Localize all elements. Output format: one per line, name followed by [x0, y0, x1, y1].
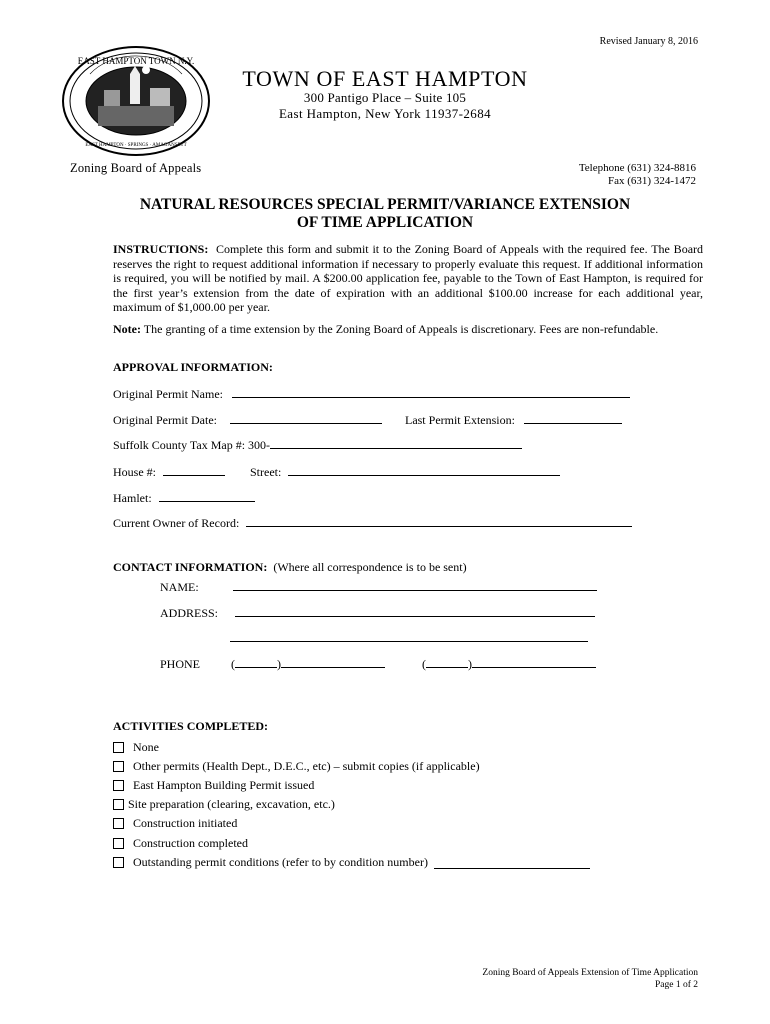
activity-site-preparation-label: Site preparation (clearing, excavation, etc.) [128, 797, 335, 811]
note-paragraph [113, 322, 703, 337]
activity-building-permit-label: East Hampton Building Permit issued [133, 778, 315, 792]
revised-date: Revised January 8, 2016 [599, 36, 698, 47]
hamlet-field[interactable] [159, 490, 255, 502]
approval-heading: APPROVAL INFORMATION: [113, 360, 273, 374]
contact-subheading: (Where all correspondence is to be sent) [273, 560, 467, 574]
activity-other-permits-label: Other permits (Health Dept., D.E.C., etc) – submit copies (if applicable) [133, 759, 480, 773]
original-permit-date-field[interactable] [230, 412, 382, 424]
activity-building-permit-checkbox[interactable] [113, 780, 124, 791]
current-owner-row [113, 515, 632, 531]
activity-outstanding-conditions [113, 855, 590, 870]
document-title [100, 196, 670, 232]
phone2-area-code-field[interactable] [426, 656, 468, 668]
svg-text:EAST HAMPTON · SPRINGS · AMAGA: EAST HAMPTON · SPRINGS · AMAGANSETT [85, 143, 187, 148]
phone1-number-field[interactable] [281, 656, 385, 668]
activity-construction-initiated-label: Construction initiated [133, 816, 238, 830]
contact-name-field[interactable] [233, 579, 597, 591]
activity-other-permits [113, 759, 480, 774]
note-label: Note: [113, 322, 141, 336]
activity-none [113, 740, 159, 755]
activity-building-permit [113, 778, 314, 793]
activity-construction-initiated-checkbox[interactable] [113, 818, 124, 829]
contact-name-row [160, 579, 597, 595]
street-label: Street: [250, 465, 282, 479]
original-permit-name-field[interactable] [232, 386, 630, 398]
activity-site-preparation-checkbox[interactable] [113, 799, 124, 810]
phone2-number-field[interactable] [472, 656, 596, 668]
phone2-open-paren: ( [422, 657, 426, 671]
last-permit-extension-field[interactable] [524, 412, 622, 424]
activity-none-label: None [133, 740, 159, 754]
activity-site-preparation [113, 797, 335, 812]
permit-date-row [113, 412, 622, 428]
activity-construction-initiated [113, 816, 237, 831]
contact-name-label: NAME: [160, 580, 199, 594]
activity-outstanding-conditions-field[interactable] [434, 857, 590, 869]
contact-address-row-2 [230, 630, 588, 646]
original-permit-date-label: Original Permit Date: [113, 413, 217, 427]
activity-outstanding-conditions-checkbox[interactable] [113, 857, 124, 868]
house-number-field[interactable] [163, 464, 225, 476]
activity-construction-completed [113, 836, 248, 851]
contact-heading: CONTACT INFORMATION: [113, 560, 268, 574]
page-footer [430, 968, 698, 991]
activity-none-checkbox[interactable] [113, 742, 124, 753]
contact-phone-row [160, 656, 596, 672]
footer-title: Zoning Board of Appeals Extension of Time Application [482, 968, 698, 978]
title-line1: NATURAL RESOURCES SPECIAL PERMIT/VARIANCE EXTENSION [139, 196, 631, 213]
contact-numbers [540, 162, 696, 188]
phone2-close-paren: ) [468, 657, 472, 671]
tax-map-row [113, 437, 522, 453]
phone1-close-paren: ) [277, 657, 281, 671]
note-text: The granting of a time extension by the Zoning Board of Appeals is discretionary. Fees are non-refundable. [143, 322, 659, 336]
current-owner-field[interactable] [246, 515, 632, 527]
svg-text:EAST HAMPTON TOWN N.Y.: EAST HAMPTON TOWN N.Y. [77, 56, 195, 66]
contact-heading-row [113, 560, 467, 575]
activity-construction-completed-checkbox[interactable] [113, 838, 124, 849]
instructions-paragraph [113, 242, 703, 315]
page-number: Page 1 of 2 [654, 979, 698, 990]
phone1-area-code-field[interactable] [235, 656, 277, 668]
tax-map-label: Suffolk County Tax Map #: 300- [113, 438, 271, 452]
house-street-row [113, 464, 560, 480]
fax: Fax (631) 324-1472 [608, 175, 696, 187]
activity-other-permits-checkbox[interactable] [113, 761, 124, 772]
instructions-label: INSTRUCTIONS: [113, 242, 209, 256]
last-permit-extension-label: Last Permit Extension: [404, 413, 515, 427]
contact-address-field-2[interactable] [230, 630, 588, 642]
tax-map-field[interactable] [270, 437, 522, 449]
original-permit-name-row [113, 386, 630, 402]
current-owner-label: Current Owner of Record: [113, 516, 240, 530]
contact-phone-label: PHONE [160, 657, 201, 671]
contact-address-label: ADDRESS: [160, 606, 219, 620]
telephone: Telephone (631) 324-8816 [578, 162, 696, 174]
contact-address-row [160, 605, 595, 621]
town-name: TOWN OF EAST HAMPTON [242, 66, 528, 91]
original-permit-name-label: Original Permit Name: [113, 387, 223, 401]
phone1-open-paren: ( [231, 657, 235, 671]
address-line2: East Hampton, New York 11937-2684 [278, 106, 492, 121]
contact-address-field-1[interactable] [235, 605, 595, 617]
town-seal-logo [60, 44, 212, 158]
hamlet-label: Hamlet: [113, 491, 152, 505]
hamlet-row [113, 490, 255, 506]
house-number-label: House #: [113, 465, 156, 479]
instructions-text: Complete this form and submit it to the Zoning Board of Appeals with the required fee. The Board reserves the right to request additional information if necessary to properly evaluate this request. If additional information is required, you will be notified by mail. A $200.00 application fee, payable to the Town of East Hampton, is required for the first year’s extension from the date of expiration with an additional $100.00 increase for each additional year, maximum of $1,000.00 per year. [113, 242, 704, 314]
address-line1: 300 Pantigo Place – Suite 105 [303, 90, 467, 105]
activity-construction-completed-label: Construction completed [133, 836, 248, 850]
street-field[interactable] [288, 464, 560, 476]
title-line2: OF TIME APPLICATION [296, 214, 474, 231]
activities-heading: ACTIVITIES COMPLETED: [113, 719, 269, 733]
activity-outstanding-conditions-label: Outstanding permit conditions (refer to by condition number) [133, 855, 428, 869]
department-name: Zoning Board of Appeals [70, 161, 202, 175]
